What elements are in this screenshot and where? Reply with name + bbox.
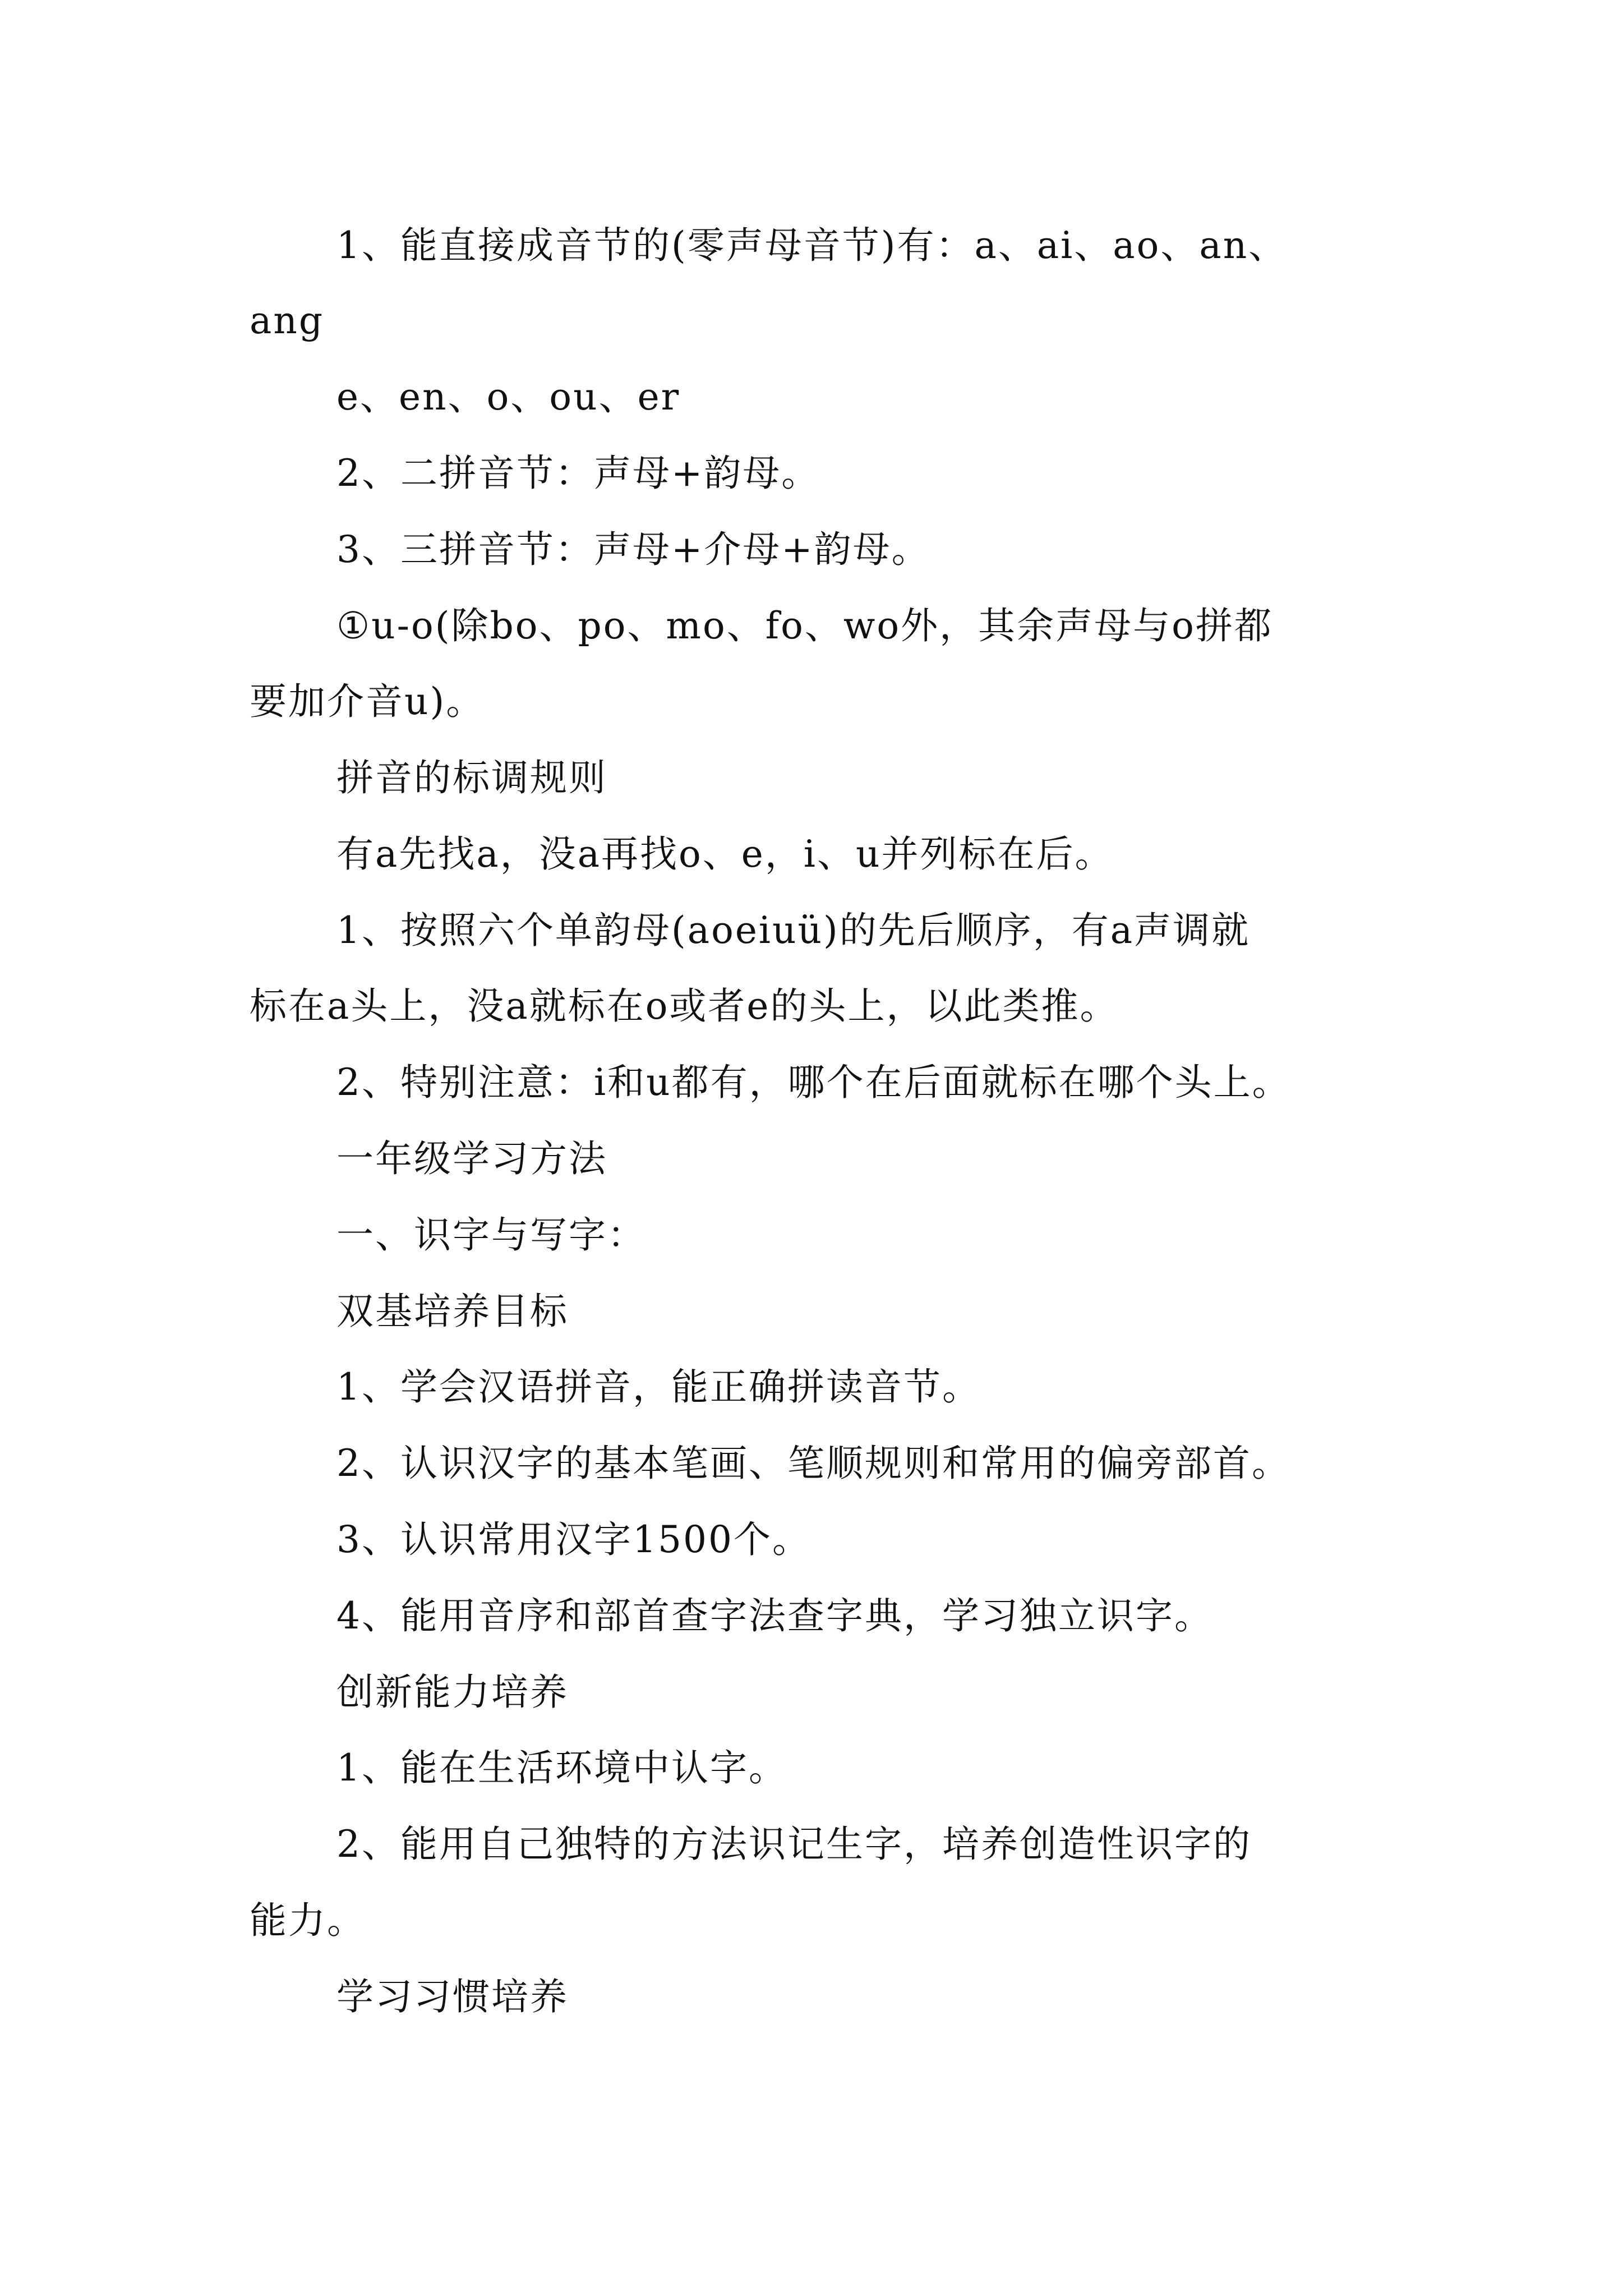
zero-initial-syllables-continuation: ang: [250, 299, 325, 342]
innovation-item-2-line: 2、能用自己独特的方法识记生字，培养创造性识字的: [336, 1823, 1252, 1866]
tone-order-rule-continuation: 标在a头上，没a就标在o或者e的头上，以此类推。: [250, 984, 1119, 1028]
goal-pinyin-line: 1、学会汉语拼音，能正确拼读音节。: [336, 1365, 981, 1409]
tone-marking-heading: 拼音的标调规则: [336, 756, 607, 799]
innovation-item-1: 1、能在生活环境中认字。: [336, 1746, 787, 1789]
innovation-heading: 创新能力培养: [336, 1671, 569, 1714]
dual-basics-heading: 双基培养目标: [336, 1290, 569, 1333]
zero-initial-syllables-line: 1、能直接成音节的(零声母音节)有：a、ai、ao、an、: [336, 224, 1288, 267]
tone-order-rule-line: 1、按照六个单韵母(aoeiuü)的先后顺序，有a声调就: [336, 909, 1251, 952]
study-habits-heading: 学习习惯培养: [336, 1975, 569, 2018]
goal-strokes-line: 2、认识汉字的基本笔画、笔顺规则和常用的偏旁部首。: [336, 1442, 1290, 1485]
u-o-rule-line: ①u-o(除bo、po、mo、fo、wo外，其余声母与o拼都: [336, 604, 1273, 647]
u-o-rule-continuation: 要加介音u)。: [250, 680, 485, 723]
zero-initial-syllables-e-line: e、en、o、ou、er: [336, 375, 681, 418]
literacy-writing-heading: 一、识字与写字：: [336, 1213, 646, 1257]
i-u-rule-line: 2、特别注意：i和u都有，哪个在后面就标在哪个头上。: [336, 1061, 1291, 1104]
tone-marking-rhyme: 有a先找a，没a再找o、e，i、u并列标在后。: [336, 832, 1114, 876]
goal-characters-line: 3、认识常用汉字1500个。: [336, 1518, 811, 1561]
goal-dictionary-line: 4、能用音序和部首查字法查字典，学习独立识字。: [336, 1594, 1213, 1637]
grade-one-methods-heading: 一年级学习方法: [336, 1137, 607, 1180]
two-part-syllable-line: 2、二拼音节：声母+韵母。: [336, 452, 820, 495]
three-part-syllable-line: 3、三拼音节：声母+介母+韵母。: [336, 528, 930, 571]
innovation-item-2-continuation: 能力。: [250, 1899, 366, 1942]
